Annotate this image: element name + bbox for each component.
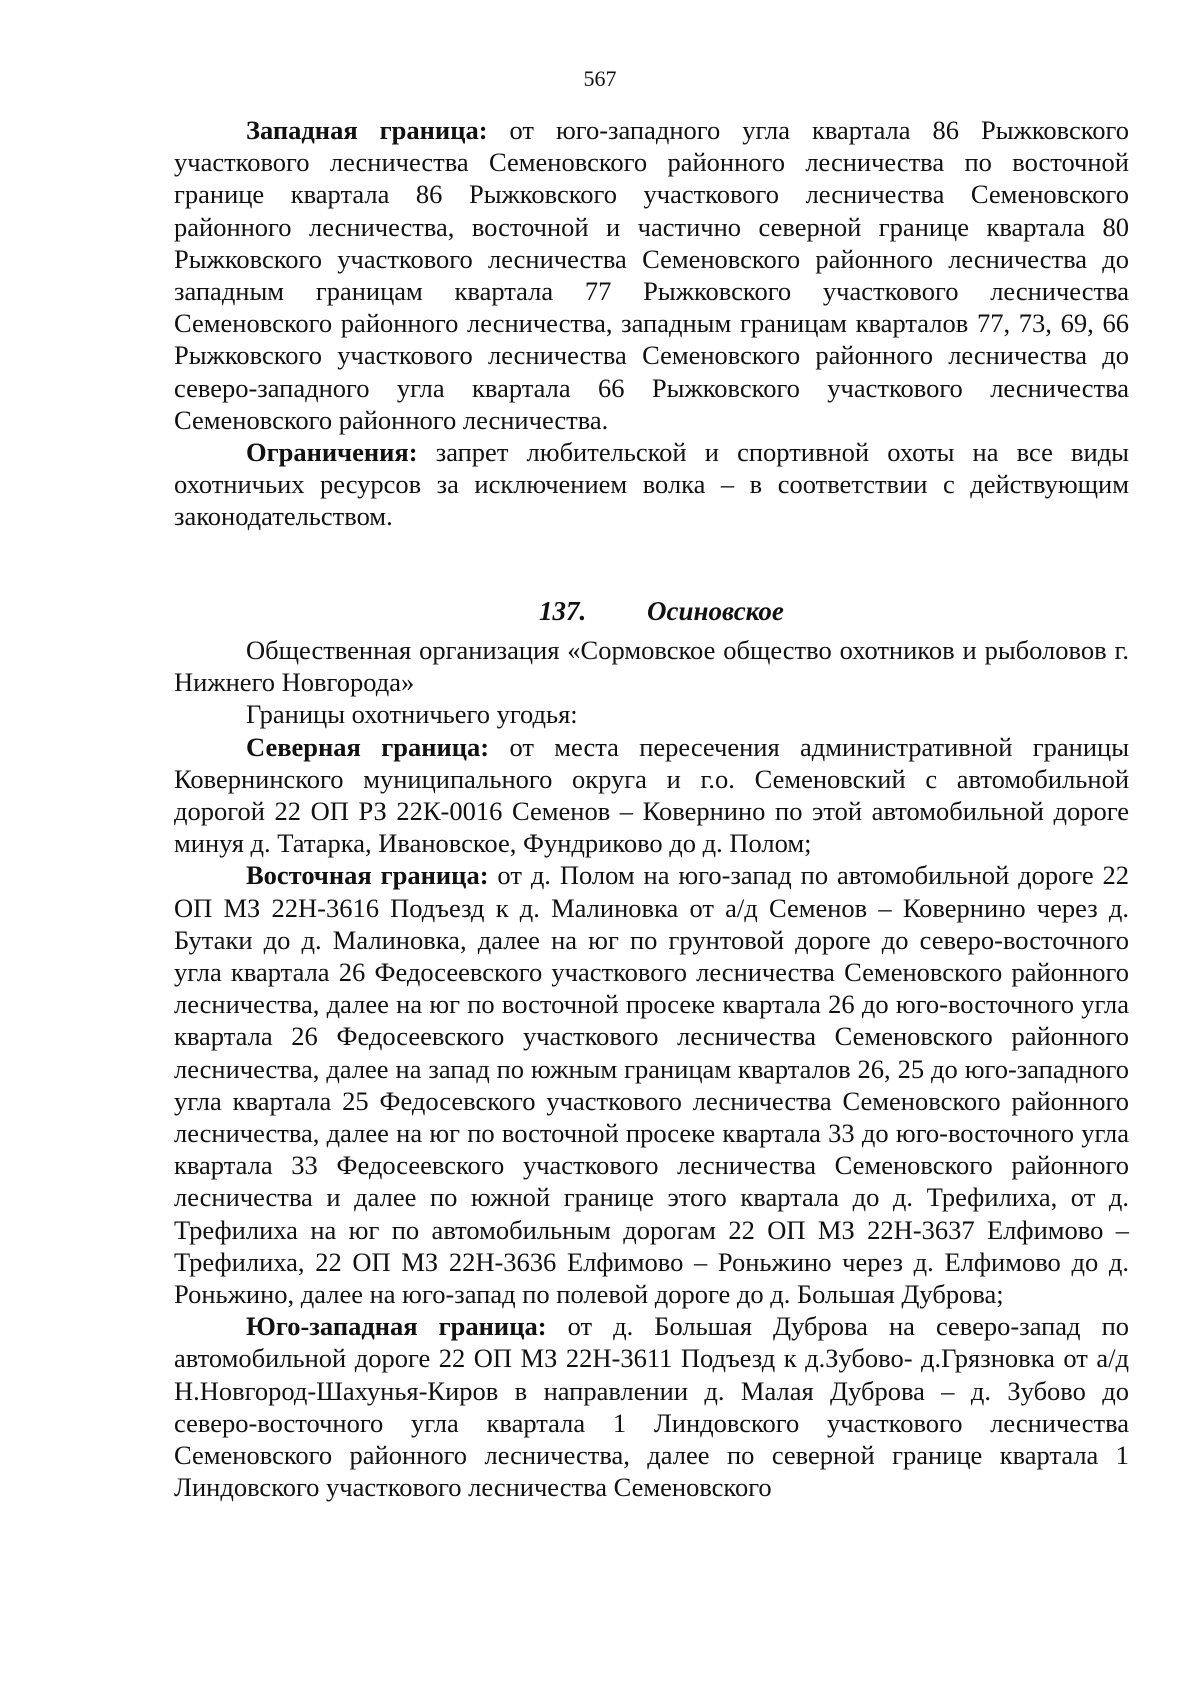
section-body	[174, 634, 1129, 1503]
restrictions-text: запрет любительской и спортивной охоты на все виды охотничьих ресурсов за исключением волка – в соответствии с действующим законодательством.	[174, 437, 1129, 532]
west-boundary-paragraph	[174, 114, 1129, 436]
restrictions-label: Ограничения:	[246, 437, 418, 468]
southwest-boundary-label: Юго-западная граница:	[246, 1311, 547, 1342]
page-number: 567	[583, 66, 617, 91]
restrictions-paragraph	[174, 436, 1129, 533]
southwest-boundary-text: от д. Большая Дуброва на северо-запад по автомобильной дороге 22 ОП МЗ 22Н-3611 Подъезд к д.Зубово- д.Грязновка от а/д Н.Новгород-Шахунья-Киров в направлении д. Малая Дуброва – д. Зубово до северо-восточного угла квартала 1 Линдовского участкового лесничества Семеновского районного лесничества, далее по северной границе квартала 1 Линдовского участкового лесничества Семеновского	[174, 1311, 1129, 1503]
section-name: Осиновское	[647, 596, 784, 626]
previous-section	[174, 114, 1129, 533]
east-boundary-text: от д. Полом на юго-запад по автомобильной дороге 22 ОП МЗ 22Н-3616 Подъезд к д. Малиновка от а/д Семенов – Ковернино через д. Бутаки до д. Малиновка, далее на юг по грунтовой дороге до северо-восточного угла квартала 26 Федосеевского участкового лесничества Семеновского районного лесничества, далее на юг по восточной просеке квартала 26 до юго-восточного угла квартала 26 Федосеевского участкового лесничества Семеновского районного лесничества, далее на запад по южным границам кварталов 26, 25 до юго-западного угла квартала 25 Федосевского участкового лесничества Семеновского районного лесничества, далее на юг по восточной просеке квартала 33 до юго-восточного угла квартала 33 Федосеевского участкового лесничества Семеновского районного лесничества и далее по южной границе этого квартала до д. Трефилиха, от д. Трефилиха на юг по автомобильным дорогам 22 ОП МЗ 22Н-3637 Елфимово – Трефилиха, 22 ОП МЗ 22Н-3636 Елфимово – Роньжино через д. Елфимово до д. Роньжино, далее на юго-запад по полевой дороге до д. Большая Дуброва;	[174, 860, 1130, 1310]
north-boundary-text: от места пересечения административной границы Ковернинского муниципального округа и г.о. Семеновский с автомобильной дорогой 22 ОП РЗ 22К-0016 Семенов – Ковернино по этой автомобильной дороге минуя д. Татарка, Ивановское, Фундриково до д. Полом;	[174, 731, 1129, 859]
section-number: 137.	[539, 596, 587, 626]
section-heading	[0, 596, 1200, 632]
east-boundary-label: Восточная граница:	[246, 860, 489, 891]
east-boundary-paragraph	[174, 859, 1129, 1310]
southwest-boundary-paragraph	[174, 1310, 1129, 1503]
west-boundary-text: от юго-западного угла квартала 86 Рыжковского участкового лесничества Семеновского районного лесничества по восточной границе квартала 86 Рыжковского участкового лесничества Семеновского районного лесничества, восточной и частично северной границе квартала 80 Рыжковского участкового лесничества Семеновского районного лесничества до западным границам квартала 77 Рыжковского участкового лесничества Семеновского районного лесничества, западным границам кварталов 77, 73, 69, 66 Рыжковского участкового лесничества Семеновского районного лесничества до северо-западного угла квартала 66 Рыжковского участкового лесничества Семеновского районного лесничества.	[174, 115, 1129, 435]
west-boundary-label: Западная граница:	[246, 115, 488, 145]
boundaries-intro: Границы охотничьего угодья:	[246, 699, 578, 730]
north-boundary-paragraph	[174, 731, 1129, 860]
north-boundary-label: Северная граница:	[246, 731, 490, 762]
organization-paragraph: Общественная организация «Сормовское общество охотников и рыболовов г. Нижнего Новгорода»	[174, 635, 1129, 698]
